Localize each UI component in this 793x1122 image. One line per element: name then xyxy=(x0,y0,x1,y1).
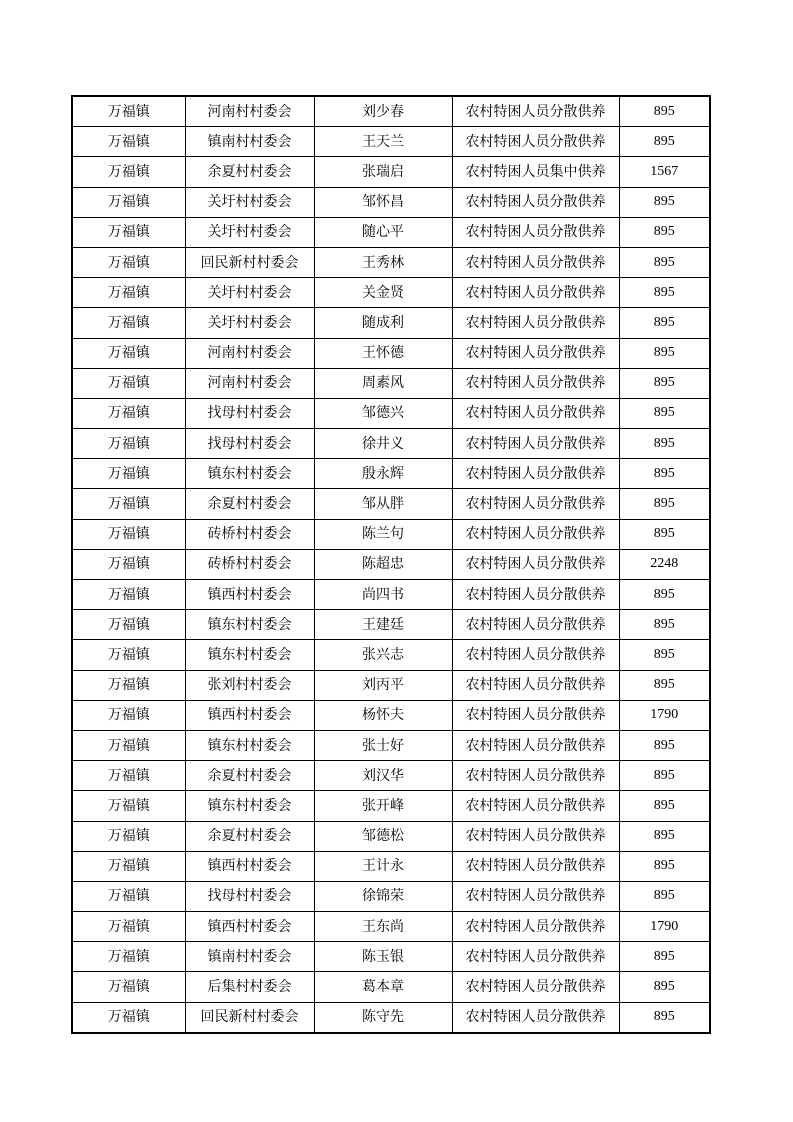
person-name-cell: 王建廷 xyxy=(314,610,452,640)
person-name-cell: 陈守先 xyxy=(314,1002,452,1033)
support-type-cell: 农村特困人员分散供养 xyxy=(452,519,619,549)
village-cell: 镇南村村委会 xyxy=(185,127,314,157)
table-row xyxy=(72,972,710,1002)
amount-cell: 895 xyxy=(619,730,710,760)
town-cell: 万福镇 xyxy=(72,1002,185,1033)
support-type-cell: 农村特困人员分散供养 xyxy=(452,459,619,489)
town-cell: 万福镇 xyxy=(72,851,185,881)
town-cell: 万福镇 xyxy=(72,247,185,277)
table-row xyxy=(72,157,710,187)
support-type-cell: 农村特困人员分散供养 xyxy=(452,338,619,368)
person-name-cell: 随心平 xyxy=(314,217,452,247)
town-cell: 万福镇 xyxy=(72,217,185,247)
person-name-cell: 邹从胖 xyxy=(314,489,452,519)
village-cell: 余夏村村委会 xyxy=(185,489,314,519)
support-type-cell: 农村特困人员分散供养 xyxy=(452,580,619,610)
amount-cell: 895 xyxy=(619,368,710,398)
table-row xyxy=(72,96,710,127)
town-cell: 万福镇 xyxy=(72,519,185,549)
person-name-cell: 徐锦荣 xyxy=(314,881,452,911)
person-name-cell: 张瑞启 xyxy=(314,157,452,187)
support-type-cell: 农村特困人员分散供养 xyxy=(452,640,619,670)
table-row xyxy=(72,791,710,821)
amount-cell: 895 xyxy=(619,670,710,700)
support-type-cell: 农村特困人员分散供养 xyxy=(452,549,619,579)
support-type-cell: 农村特困人员分散供养 xyxy=(452,217,619,247)
person-name-cell: 葛本章 xyxy=(314,972,452,1002)
table-row xyxy=(72,459,710,489)
amount-cell: 895 xyxy=(619,187,710,217)
person-name-cell: 陈超忠 xyxy=(314,549,452,579)
person-name-cell: 王计永 xyxy=(314,851,452,881)
village-cell: 张刘村村委会 xyxy=(185,670,314,700)
town-cell: 万福镇 xyxy=(72,791,185,821)
table-row xyxy=(72,942,710,972)
table-row xyxy=(72,398,710,428)
amount-cell: 895 xyxy=(619,821,710,851)
table-row xyxy=(72,640,710,670)
support-type-cell: 农村特困人员分散供养 xyxy=(452,610,619,640)
town-cell: 万福镇 xyxy=(72,821,185,851)
person-name-cell: 邹德兴 xyxy=(314,398,452,428)
person-name-cell: 随成利 xyxy=(314,308,452,338)
table-row xyxy=(72,489,710,519)
support-type-cell: 农村特困人员分散供养 xyxy=(452,96,619,127)
village-cell: 镇西村村委会 xyxy=(185,851,314,881)
village-cell: 关圩村村委会 xyxy=(185,187,314,217)
town-cell: 万福镇 xyxy=(72,580,185,610)
village-cell: 余夏村村委会 xyxy=(185,821,314,851)
amount-cell: 895 xyxy=(619,217,710,247)
table-row xyxy=(72,519,710,549)
village-cell: 找母村村委会 xyxy=(185,398,314,428)
village-cell: 河南村村委会 xyxy=(185,96,314,127)
town-cell: 万福镇 xyxy=(72,157,185,187)
roster-body xyxy=(72,96,710,1033)
person-name-cell: 张士好 xyxy=(314,730,452,760)
village-cell: 关圩村村委会 xyxy=(185,278,314,308)
town-cell: 万福镇 xyxy=(72,942,185,972)
amount-cell: 895 xyxy=(619,519,710,549)
person-name-cell: 王东尚 xyxy=(314,912,452,942)
table-row xyxy=(72,217,710,247)
table-row xyxy=(72,580,710,610)
village-cell: 镇南村村委会 xyxy=(185,942,314,972)
table-row xyxy=(72,127,710,157)
town-cell: 万福镇 xyxy=(72,187,185,217)
amount-cell: 895 xyxy=(619,791,710,821)
amount-cell: 895 xyxy=(619,610,710,640)
amount-cell: 895 xyxy=(619,429,710,459)
support-type-cell: 农村特困人员分散供养 xyxy=(452,851,619,881)
support-type-cell: 农村特困人员分散供养 xyxy=(452,700,619,730)
person-name-cell: 刘少春 xyxy=(314,96,452,127)
town-cell: 万福镇 xyxy=(72,127,185,157)
village-cell: 余夏村村委会 xyxy=(185,157,314,187)
support-type-cell: 农村特困人员分散供养 xyxy=(452,881,619,911)
village-cell: 回民新村村委会 xyxy=(185,247,314,277)
support-type-cell: 农村特困人员分散供养 xyxy=(452,942,619,972)
amount-cell: 895 xyxy=(619,398,710,428)
relief-roster-table xyxy=(71,95,711,1034)
person-name-cell: 刘汉华 xyxy=(314,761,452,791)
table-row xyxy=(72,187,710,217)
amount-cell: 1790 xyxy=(619,912,710,942)
amount-cell: 2248 xyxy=(619,549,710,579)
amount-cell: 895 xyxy=(619,247,710,277)
table-row xyxy=(72,700,710,730)
amount-cell: 895 xyxy=(619,942,710,972)
support-type-cell: 农村特困人员分散供养 xyxy=(452,670,619,700)
person-name-cell: 殷永辉 xyxy=(314,459,452,489)
person-name-cell: 王怀德 xyxy=(314,338,452,368)
amount-cell: 895 xyxy=(619,972,710,1002)
amount-cell: 895 xyxy=(619,761,710,791)
table-row xyxy=(72,730,710,760)
support-type-cell: 农村特困人员分散供养 xyxy=(452,187,619,217)
village-cell: 镇东村村委会 xyxy=(185,610,314,640)
support-type-cell: 农村特困人员分散供养 xyxy=(452,761,619,791)
support-type-cell: 农村特困人员分散供养 xyxy=(452,429,619,459)
amount-cell: 895 xyxy=(619,459,710,489)
support-type-cell: 农村特困人员分散供养 xyxy=(452,368,619,398)
amount-cell: 1790 xyxy=(619,700,710,730)
amount-cell: 895 xyxy=(619,580,710,610)
table-row xyxy=(72,821,710,851)
table-row xyxy=(72,670,710,700)
amount-cell: 895 xyxy=(619,489,710,519)
support-type-cell: 农村特困人员分散供养 xyxy=(452,278,619,308)
support-type-cell: 农村特困人员分散供养 xyxy=(452,791,619,821)
person-name-cell: 邹德松 xyxy=(314,821,452,851)
person-name-cell: 周素风 xyxy=(314,368,452,398)
village-cell: 关圩村村委会 xyxy=(185,217,314,247)
table-row xyxy=(72,610,710,640)
person-name-cell: 陈玉银 xyxy=(314,942,452,972)
town-cell: 万福镇 xyxy=(72,278,185,308)
table-row xyxy=(72,851,710,881)
support-type-cell: 农村特困人员集中供养 xyxy=(452,157,619,187)
town-cell: 万福镇 xyxy=(72,640,185,670)
amount-cell: 895 xyxy=(619,640,710,670)
town-cell: 万福镇 xyxy=(72,308,185,338)
table-row xyxy=(72,247,710,277)
town-cell: 万福镇 xyxy=(72,881,185,911)
support-type-cell: 农村特困人员分散供养 xyxy=(452,127,619,157)
village-cell: 找母村村委会 xyxy=(185,429,314,459)
town-cell: 万福镇 xyxy=(72,368,185,398)
town-cell: 万福镇 xyxy=(72,549,185,579)
village-cell: 镇东村村委会 xyxy=(185,791,314,821)
amount-cell: 895 xyxy=(619,881,710,911)
town-cell: 万福镇 xyxy=(72,338,185,368)
table-row xyxy=(72,1002,710,1033)
person-name-cell: 王秀林 xyxy=(314,247,452,277)
table-row xyxy=(72,338,710,368)
person-name-cell: 张兴志 xyxy=(314,640,452,670)
amount-cell: 895 xyxy=(619,1002,710,1033)
person-name-cell: 关金贤 xyxy=(314,278,452,308)
village-cell: 河南村村委会 xyxy=(185,338,314,368)
village-cell: 河南村村委会 xyxy=(185,368,314,398)
village-cell: 镇东村村委会 xyxy=(185,640,314,670)
support-type-cell: 农村特困人员分散供养 xyxy=(452,730,619,760)
town-cell: 万福镇 xyxy=(72,972,185,1002)
table-row xyxy=(72,278,710,308)
amount-cell: 895 xyxy=(619,127,710,157)
town-cell: 万福镇 xyxy=(72,489,185,519)
town-cell: 万福镇 xyxy=(72,429,185,459)
support-type-cell: 农村特困人员分散供养 xyxy=(452,489,619,519)
person-name-cell: 邹怀昌 xyxy=(314,187,452,217)
town-cell: 万福镇 xyxy=(72,700,185,730)
amount-cell: 895 xyxy=(619,96,710,127)
support-type-cell: 农村特困人员分散供养 xyxy=(452,398,619,428)
village-cell: 后集村村委会 xyxy=(185,972,314,1002)
amount-cell: 895 xyxy=(619,308,710,338)
table-row xyxy=(72,761,710,791)
person-name-cell: 徐井义 xyxy=(314,429,452,459)
village-cell: 砖桥村村委会 xyxy=(185,549,314,579)
town-cell: 万福镇 xyxy=(72,398,185,428)
village-cell: 砖桥村村委会 xyxy=(185,519,314,549)
amount-cell: 895 xyxy=(619,338,710,368)
town-cell: 万福镇 xyxy=(72,730,185,760)
person-name-cell: 尚四书 xyxy=(314,580,452,610)
village-cell: 镇西村村委会 xyxy=(185,580,314,610)
person-name-cell: 陈兰句 xyxy=(314,519,452,549)
town-cell: 万福镇 xyxy=(72,96,185,127)
amount-cell: 895 xyxy=(619,851,710,881)
town-cell: 万福镇 xyxy=(72,912,185,942)
village-cell: 镇东村村委会 xyxy=(185,459,314,489)
village-cell: 关圩村村委会 xyxy=(185,308,314,338)
village-cell: 镇东村村委会 xyxy=(185,730,314,760)
amount-cell: 895 xyxy=(619,278,710,308)
person-name-cell: 刘丙平 xyxy=(314,670,452,700)
support-type-cell: 农村特困人员分散供养 xyxy=(452,972,619,1002)
town-cell: 万福镇 xyxy=(72,670,185,700)
village-cell: 镇西村村委会 xyxy=(185,700,314,730)
village-cell: 镇西村村委会 xyxy=(185,912,314,942)
support-type-cell: 农村特困人员分散供养 xyxy=(452,308,619,338)
support-type-cell: 农村特困人员分散供养 xyxy=(452,821,619,851)
table-row xyxy=(72,429,710,459)
town-cell: 万福镇 xyxy=(72,459,185,489)
village-cell: 找母村村委会 xyxy=(185,881,314,911)
support-type-cell: 农村特困人员分散供养 xyxy=(452,912,619,942)
person-name-cell: 杨怀夫 xyxy=(314,700,452,730)
town-cell: 万福镇 xyxy=(72,761,185,791)
support-type-cell: 农村特困人员分散供养 xyxy=(452,247,619,277)
village-cell: 余夏村村委会 xyxy=(185,761,314,791)
table-row xyxy=(72,881,710,911)
table-row xyxy=(72,368,710,398)
person-name-cell: 王天兰 xyxy=(314,127,452,157)
village-cell: 回民新村村委会 xyxy=(185,1002,314,1033)
table-row xyxy=(72,308,710,338)
amount-cell: 1567 xyxy=(619,157,710,187)
table-row xyxy=(72,912,710,942)
town-cell: 万福镇 xyxy=(72,610,185,640)
person-name-cell: 张开峰 xyxy=(314,791,452,821)
table-row xyxy=(72,549,710,579)
support-type-cell: 农村特困人员分散供养 xyxy=(452,1002,619,1033)
